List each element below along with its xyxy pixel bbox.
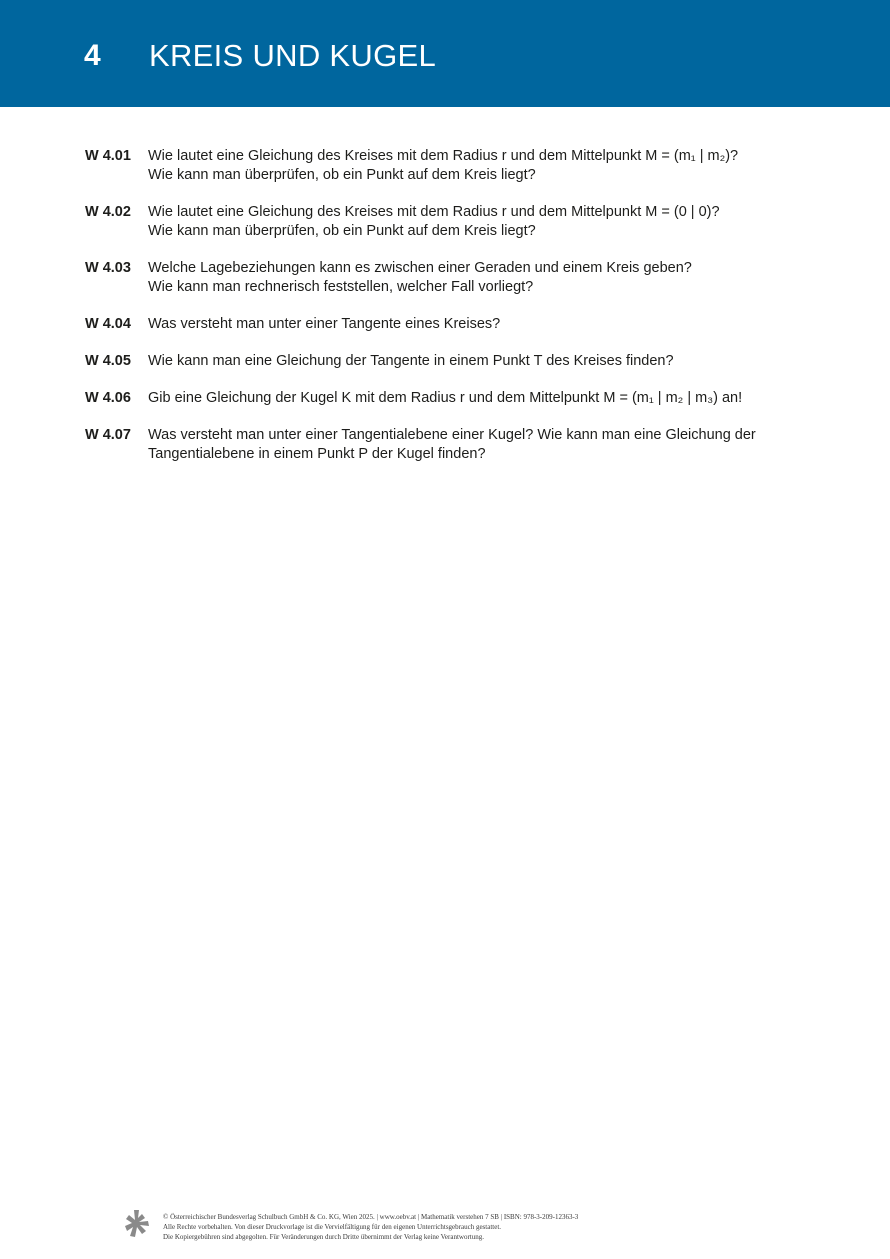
question-id: W 4.06 — [85, 390, 131, 406]
question-line: Was versteht man unter einer Tangente eines Kreises? — [148, 316, 501, 332]
question-text — [148, 203, 788, 241]
copyright-footer — [163, 1212, 578, 1242]
question-text — [148, 147, 788, 185]
question-id: W 4.05 — [85, 353, 131, 369]
chapter-number: 4 — [84, 39, 101, 72]
question-line: Wie kann man überprüfen, ob ein Punkt auf dem Kreis liegt? — [148, 223, 536, 239]
chapter-title: KREIS UND KUGEL — [149, 38, 437, 73]
question-text — [148, 426, 788, 464]
oebv-logo-icon — [124, 1209, 152, 1239]
question-text — [148, 352, 788, 371]
question-line: Wie lautet eine Gleichung des Kreises mit dem Radius r und dem Mittelpunkt M = (m₁ | m₂)? — [148, 148, 739, 164]
question-text — [148, 389, 788, 408]
question-line: Wie lautet eine Gleichung des Kreises mit dem Radius r und dem Mittelpunkt M = (0 | 0)? — [148, 204, 720, 220]
question-line: Was versteht man unter einer Tangentialebene einer Kugel? Wie kann man eine Gleichung der — [148, 427, 756, 443]
question-line: Wie kann man überprüfen, ob ein Punkt auf dem Kreis liegt? — [148, 167, 536, 183]
question-text — [148, 315, 788, 334]
question-text — [148, 259, 788, 297]
question-id: W 4.03 — [85, 260, 131, 276]
question-id: W 4.02 — [85, 204, 131, 220]
question-id: W 4.04 — [85, 316, 131, 332]
question-line: Gib eine Gleichung der Kugel K mit dem Radius r und dem Mittelpunkt M = (m₁ | m₂ | m₃) an! — [148, 390, 743, 406]
question-line: Tangentialebene in einem Punkt P der Kugel finden? — [148, 446, 486, 462]
question-line: Wie kann man rechnerisch feststellen, welcher Fall vorliegt? — [148, 279, 534, 295]
footer-line: © Österreichischer Bundesverlag Schulbuch GmbH & Co. KG, Wien 2025. | www.oebv.at | Mathematik verstehen 7 SB | ISBN: 978-3-209-12363-3 — [163, 1213, 579, 1221]
chapter-header — [0, 0, 890, 107]
question-id: W 4.07 — [85, 427, 131, 443]
footer-line: Alle Rechte vorbehalten. Von dieser Druckvorlage ist die Vervielfältigung für den eigenen Unterrichtsgebrauch gestattet. — [163, 1223, 502, 1231]
footer-line: Die Kopiergebühren sind abgegolten. Für Veränderungen durch Dritte übernimmt der Verlag keine Verantwortung. — [163, 1233, 485, 1241]
question-id: W 4.01 — [85, 148, 131, 164]
question-line: Welche Lagebeziehungen kann es zwischen einer Geraden und einem Kreis geben? — [148, 260, 692, 276]
question-line: Wie kann man eine Gleichung der Tangente in einem Punkt T des Kreises finden? — [148, 353, 674, 369]
